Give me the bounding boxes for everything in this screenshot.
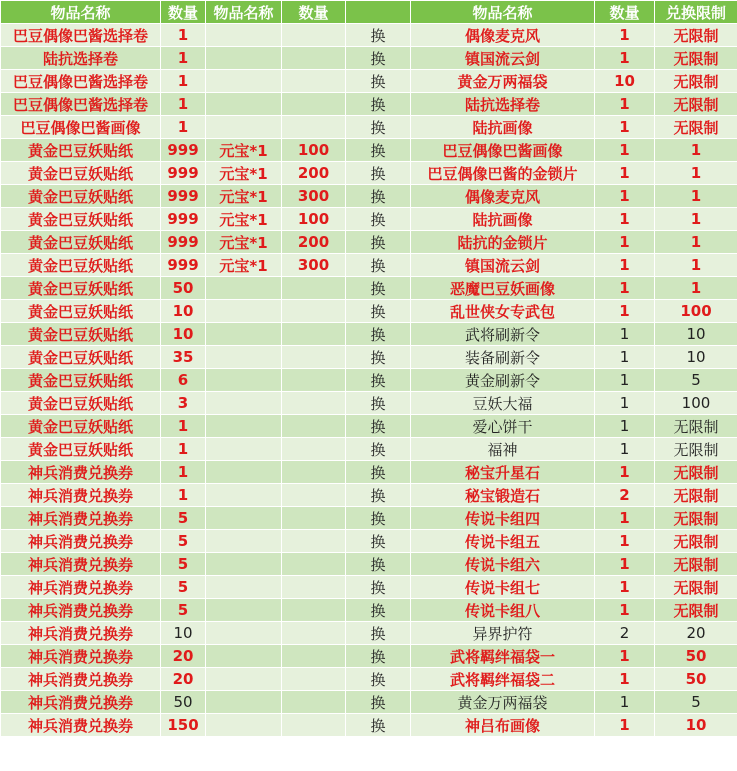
cost-item-name: 黄金巴豆妖贴纸 [1,369,161,392]
exchange-limit: 10 [655,323,737,346]
cost-item-quantity: 50 [161,277,206,300]
cost-item-quantity: 5 [161,553,206,576]
cost-item-name: 巴豆偶像巴酱选择卷 [1,24,161,47]
exchange-label: 换 [346,691,411,714]
exchange-label: 换 [346,93,411,116]
exchange-limit: 无限制 [655,70,737,93]
reward-quantity: 2 [595,484,655,507]
table-row [1,530,737,553]
table-row [1,484,737,507]
cost-item-name: 陆抗选择卷 [1,47,161,70]
extra-cost-quantity [282,530,346,553]
table-row [1,553,737,576]
extra-cost-name [206,24,282,47]
table-row [1,415,737,438]
table-row [1,599,737,622]
table-row [1,116,737,139]
extra-cost-name [206,714,282,737]
extra-cost-name: 元宝*1 [206,231,282,254]
extra-cost-name [206,553,282,576]
table-row [1,645,737,668]
header-row [1,1,737,24]
extra-cost-quantity [282,277,346,300]
extra-cost-quantity [282,461,346,484]
table-row [1,208,737,231]
reward-quantity: 1 [595,645,655,668]
cost-item-quantity: 1 [161,116,206,139]
extra-cost-name [206,668,282,691]
extra-cost-name [206,277,282,300]
cost-item-name: 黄金巴豆妖贴纸 [1,231,161,254]
cost-item-quantity: 999 [161,139,206,162]
header-reward-name: 物品名称 [411,1,595,24]
cost-item-quantity: 1 [161,47,206,70]
table-row [1,461,737,484]
extra-cost-quantity [282,599,346,622]
extra-cost-quantity [282,346,346,369]
cost-item-name: 神兵消费兑换券 [1,530,161,553]
table-body [1,24,737,737]
cost-item-quantity: 20 [161,645,206,668]
table-row [1,691,737,714]
exchange-limit: 5 [655,369,737,392]
exchange-limit: 1 [655,231,737,254]
header-quantity-2: 数量 [282,1,346,24]
cost-item-quantity: 5 [161,599,206,622]
header-item-name-2: 物品名称 [206,1,282,24]
reward-quantity: 1 [595,162,655,185]
extra-cost-quantity [282,369,346,392]
table-row [1,277,737,300]
cost-item-quantity: 1 [161,484,206,507]
cost-item-quantity: 10 [161,300,206,323]
table-row [1,162,737,185]
table-row [1,70,737,93]
exchange-label: 换 [346,254,411,277]
cost-item-quantity: 1 [161,24,206,47]
exchange-limit: 无限制 [655,415,737,438]
exchange-label: 换 [346,622,411,645]
reward-name: 黄金万两福袋 [411,691,595,714]
extra-cost-name [206,346,282,369]
table-row [1,254,737,277]
cost-item-quantity: 10 [161,323,206,346]
cost-item-name: 黄金巴豆妖贴纸 [1,208,161,231]
exchange-label: 换 [346,461,411,484]
exchange-label: 换 [346,553,411,576]
extra-cost-name [206,70,282,93]
exchange-label: 换 [346,714,411,737]
table-row [1,346,737,369]
exchange-limit: 10 [655,714,737,737]
table-row [1,300,737,323]
table-row [1,438,737,461]
reward-quantity: 1 [595,438,655,461]
reward-name: 福神 [411,438,595,461]
exchange-label: 换 [346,116,411,139]
extra-cost-quantity [282,622,346,645]
table-row [1,369,737,392]
cost-item-quantity: 10 [161,622,206,645]
exchange-limit: 100 [655,300,737,323]
exchange-label: 换 [346,208,411,231]
extra-cost-name: 元宝*1 [206,185,282,208]
reward-name: 传说卡组四 [411,507,595,530]
cost-item-quantity: 1 [161,438,206,461]
reward-quantity: 1 [595,461,655,484]
reward-name: 巴豆偶像巴酱的金锁片 [411,162,595,185]
reward-name: 恶魔巴豆妖画像 [411,277,595,300]
exchange-limit: 无限制 [655,438,737,461]
extra-cost-name [206,116,282,139]
cost-item-name: 黄金巴豆妖贴纸 [1,392,161,415]
reward-quantity: 1 [595,668,655,691]
extra-cost-name [206,438,282,461]
reward-name: 陆抗画像 [411,208,595,231]
reward-name: 陆抗选择卷 [411,93,595,116]
cost-item-name: 黄金巴豆妖贴纸 [1,323,161,346]
table-row [1,47,737,70]
extra-cost-name: 元宝*1 [206,162,282,185]
extra-cost-quantity: 100 [282,208,346,231]
cost-item-quantity: 999 [161,162,206,185]
reward-quantity: 1 [595,415,655,438]
extra-cost-name [206,484,282,507]
exchange-label: 换 [346,530,411,553]
extra-cost-name [206,300,282,323]
exchange-limit: 无限制 [655,484,737,507]
extra-cost-quantity [282,553,346,576]
cost-item-name: 巴豆偶像巴酱画像 [1,116,161,139]
extra-cost-name: 元宝*1 [206,254,282,277]
extra-cost-quantity [282,323,346,346]
exchange-limit: 无限制 [655,530,737,553]
cost-item-name: 黄金巴豆妖贴纸 [1,415,161,438]
reward-name: 偶像麦克风 [411,185,595,208]
reward-name: 武将刷新令 [411,323,595,346]
cost-item-name: 神兵消费兑换券 [1,484,161,507]
exchange-limit: 1 [655,254,737,277]
cost-item-name: 神兵消费兑换券 [1,507,161,530]
extra-cost-quantity [282,576,346,599]
reward-name: 偶像麦克风 [411,24,595,47]
exchange-limit: 无限制 [655,461,737,484]
reward-quantity: 1 [595,507,655,530]
extra-cost-name [206,47,282,70]
reward-name: 乱世侠女专武包 [411,300,595,323]
reward-quantity: 1 [595,530,655,553]
reward-name: 陆抗画像 [411,116,595,139]
table-row [1,392,737,415]
reward-quantity: 1 [595,369,655,392]
cost-item-name: 神兵消费兑换券 [1,553,161,576]
reward-name: 传说卡组七 [411,576,595,599]
exchange-limit: 10 [655,346,737,369]
reward-name: 黄金万两福袋 [411,70,595,93]
extra-cost-quantity [282,714,346,737]
cost-item-quantity: 999 [161,254,206,277]
reward-name: 武将羁绊福袋一 [411,645,595,668]
exchange-label: 换 [346,484,411,507]
exchange-label: 换 [346,392,411,415]
reward-quantity: 1 [595,599,655,622]
reward-quantity: 1 [595,691,655,714]
exchange-limit: 无限制 [655,47,737,70]
extra-cost-name: 元宝*1 [206,139,282,162]
exchange-limit: 50 [655,668,737,691]
table-row [1,622,737,645]
table-row [1,668,737,691]
exchange-label: 换 [346,668,411,691]
extra-cost-name [206,461,282,484]
exchange-limit: 1 [655,185,737,208]
cost-item-name: 神兵消费兑换券 [1,691,161,714]
extra-cost-name [206,369,282,392]
exchange-label: 换 [346,162,411,185]
exchange-label: 换 [346,576,411,599]
reward-quantity: 1 [595,47,655,70]
exchange-label: 换 [346,346,411,369]
reward-quantity: 1 [595,300,655,323]
reward-name: 镇国流云剑 [411,47,595,70]
cost-item-quantity: 999 [161,185,206,208]
extra-cost-quantity: 300 [282,254,346,277]
cost-item-quantity: 35 [161,346,206,369]
reward-name: 镇国流云剑 [411,254,595,277]
reward-quantity: 1 [595,116,655,139]
cost-item-name: 巴豆偶像巴酱选择卷 [1,70,161,93]
extra-cost-quantity [282,645,346,668]
exchange-limit: 无限制 [655,553,737,576]
extra-cost-name [206,530,282,553]
exchange-limit: 无限制 [655,116,737,139]
cost-item-quantity: 1 [161,415,206,438]
reward-name: 武将羁绊福袋二 [411,668,595,691]
extra-cost-quantity [282,116,346,139]
reward-quantity: 1 [595,277,655,300]
exchange-limit: 1 [655,139,737,162]
header-item-name: 物品名称 [1,1,161,24]
exchange-limit: 1 [655,277,737,300]
cost-item-name: 黄金巴豆妖贴纸 [1,162,161,185]
table-row [1,507,737,530]
reward-name: 秘宝升星石 [411,461,595,484]
cost-item-quantity: 50 [161,691,206,714]
cost-item-quantity: 5 [161,507,206,530]
table-row [1,714,737,737]
cost-item-quantity: 3 [161,392,206,415]
reward-name: 陆抗的金锁片 [411,231,595,254]
extra-cost-quantity: 200 [282,231,346,254]
extra-cost-quantity [282,70,346,93]
cost-item-quantity: 1 [161,461,206,484]
cost-item-name: 黄金巴豆妖贴纸 [1,139,161,162]
cost-item-quantity: 1 [161,93,206,116]
reward-name: 豆妖大福 [411,392,595,415]
cost-item-quantity: 1 [161,70,206,93]
reward-quantity: 1 [595,185,655,208]
exchange-label: 换 [346,645,411,668]
extra-cost-quantity [282,415,346,438]
reward-name: 黄金刷新令 [411,369,595,392]
exchange-label: 换 [346,231,411,254]
cost-item-name: 黄金巴豆妖贴纸 [1,438,161,461]
extra-cost-name [206,323,282,346]
reward-name: 传说卡组五 [411,530,595,553]
cost-item-quantity: 999 [161,208,206,231]
table-row [1,576,737,599]
extra-cost-name: 元宝*1 [206,208,282,231]
extra-cost-quantity [282,484,346,507]
reward-quantity: 1 [595,714,655,737]
exchange-limit: 无限制 [655,93,737,116]
exchange-limit: 5 [655,691,737,714]
exchange-label: 换 [346,277,411,300]
extra-cost-name [206,691,282,714]
exchange-label: 换 [346,323,411,346]
reward-quantity: 1 [595,254,655,277]
cost-item-name: 黄金巴豆妖贴纸 [1,277,161,300]
extra-cost-name [206,392,282,415]
extra-cost-quantity [282,438,346,461]
header-reward-quantity: 数量 [595,1,655,24]
cost-item-name: 黄金巴豆妖贴纸 [1,300,161,323]
extra-cost-quantity [282,300,346,323]
cost-item-name: 神兵消费兑换券 [1,576,161,599]
reward-quantity: 1 [595,24,655,47]
extra-cost-quantity [282,392,346,415]
cost-item-name: 黄金巴豆妖贴纸 [1,254,161,277]
cost-item-name: 神兵消费兑换券 [1,668,161,691]
cost-item-name: 黄金巴豆妖贴纸 [1,346,161,369]
reward-quantity: 1 [595,231,655,254]
extra-cost-name [206,622,282,645]
extra-cost-name [206,415,282,438]
exchange-limit: 100 [655,392,737,415]
exchange-label: 换 [346,599,411,622]
cost-item-name: 巴豆偶像巴酱选择卷 [1,93,161,116]
cost-item-quantity: 5 [161,530,206,553]
extra-cost-name [206,576,282,599]
extra-cost-quantity [282,47,346,70]
table-row [1,93,737,116]
table-row [1,323,737,346]
exchange-label: 换 [346,415,411,438]
reward-name: 传说卡组八 [411,599,595,622]
exchange-limit: 无限制 [655,576,737,599]
extra-cost-quantity [282,668,346,691]
reward-name: 爱心饼干 [411,415,595,438]
reward-quantity: 1 [595,346,655,369]
exchange-label: 换 [346,70,411,93]
extra-cost-name [206,599,282,622]
table-row [1,24,737,47]
reward-quantity: 1 [595,93,655,116]
header-exchange-limit: 兑换限制 [655,1,737,24]
cost-item-quantity: 6 [161,369,206,392]
extra-cost-name [206,93,282,116]
cost-item-name: 神兵消费兑换券 [1,714,161,737]
cost-item-name: 神兵消费兑换券 [1,599,161,622]
extra-cost-quantity: 300 [282,185,346,208]
reward-quantity: 1 [595,139,655,162]
cost-item-quantity: 999 [161,231,206,254]
cost-item-name: 黄金巴豆妖贴纸 [1,185,161,208]
reward-name: 秘宝锻造石 [411,484,595,507]
reward-quantity: 1 [595,392,655,415]
exchange-label: 换 [346,300,411,323]
exchange-label: 换 [346,24,411,47]
exchange-label: 换 [346,47,411,70]
cost-item-quantity: 5 [161,576,206,599]
exchange-label: 换 [346,185,411,208]
exchange-limit: 1 [655,208,737,231]
reward-name: 神吕布画像 [411,714,595,737]
exchange-label: 换 [346,438,411,461]
extra-cost-quantity: 200 [282,162,346,185]
exchange-limit: 50 [655,645,737,668]
exchange-label: 换 [346,139,411,162]
header-quantity: 数量 [161,1,206,24]
extra-cost-name [206,645,282,668]
table-row [1,139,737,162]
exchange-limit: 无限制 [655,24,737,47]
reward-quantity: 10 [595,70,655,93]
extra-cost-name [206,507,282,530]
reward-quantity: 1 [595,208,655,231]
extra-cost-quantity [282,507,346,530]
cost-item-name: 神兵消费兑换券 [1,622,161,645]
reward-quantity: 2 [595,622,655,645]
reward-quantity: 1 [595,323,655,346]
reward-quantity: 1 [595,576,655,599]
extra-cost-quantity [282,24,346,47]
reward-name: 巴豆偶像巴酱画像 [411,139,595,162]
reward-name: 传说卡组六 [411,553,595,576]
cost-item-name: 神兵消费兑换券 [1,461,161,484]
cost-item-name: 神兵消费兑换券 [1,645,161,668]
header-exchange [346,1,411,24]
table-row [1,231,737,254]
extra-cost-quantity [282,691,346,714]
exchange-limit: 无限制 [655,507,737,530]
reward-name: 异界护符 [411,622,595,645]
exchange-limit: 无限制 [655,599,737,622]
reward-quantity: 1 [595,553,655,576]
exchange-label: 换 [346,507,411,530]
reward-name: 装备刷新令 [411,346,595,369]
cost-item-quantity: 20 [161,668,206,691]
exchange-limit: 20 [655,622,737,645]
extra-cost-quantity: 100 [282,139,346,162]
cost-item-quantity: 150 [161,714,206,737]
exchange-limit: 1 [655,162,737,185]
exchange-label: 换 [346,369,411,392]
extra-cost-quantity [282,93,346,116]
table-row [1,185,737,208]
